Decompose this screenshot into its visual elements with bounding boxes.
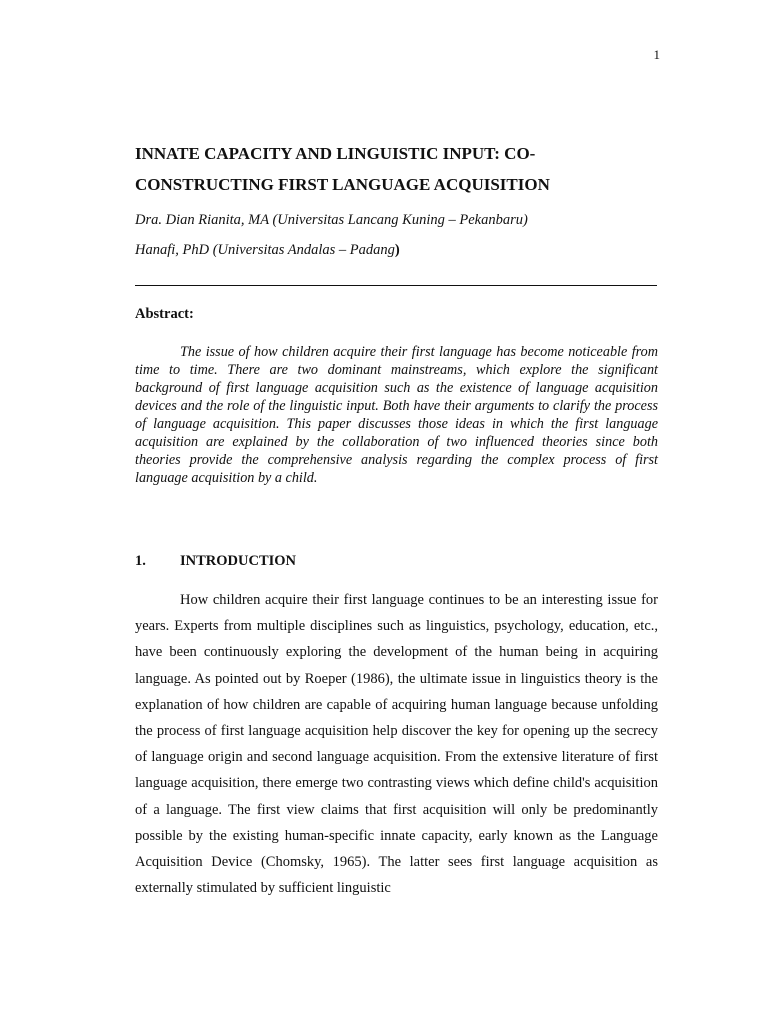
author-affiliation: Dra. Dian Rianita, MA (Universitas Lancang Kuning – Pekanbaru): [135, 212, 528, 228]
author-affiliation: Hanafi, PhD (Universitas Andalas – Padang: [135, 242, 395, 258]
author-affiliation-tail: ): [394, 242, 400, 258]
section-heading: [135, 553, 296, 570]
horizontal-rule: [135, 285, 657, 286]
section-title: INTRODUCTION: [180, 553, 297, 569]
abstract-body: The issue of how children acquire their first language has become noticeable from time to time. There are two dominant mainstreams, which explore the significant background of first language acquisition such as the existence of language acquisition devices and the role of the linguistic input. Both have their arguments to clarify the process of language acquisition. This paper discusses those ideas in which the first language acquisition are explained by the collaboration of two influenced theories since both theories provide the comprehensive analysis regarding the complex process of first language acquisition by a child.: [135, 344, 658, 486]
section-number: 1.: [135, 553, 146, 569]
abstract-heading: Abstract:: [135, 306, 194, 322]
author-line: [135, 212, 528, 229]
section-body: How children acquire their first language continues to be an interesting issue for years. Experts from multiple disciplines such as linguistics, psychology, education, etc., have been continuously exploring the development of the human being in acquiring language. As pointed out by Roeper (1986), the ultimate issue in linguistics theory is the explanation of how children are capable of acquiring human language because unfolding the process of first language acquisition help discover the key for opening up the secrecy of language origin and second language acquisition. From the extensive literature of first language acquisition, there emerge two contrasting views which define child's acquisition of a language. The first view claims that first acquisition will only be predominantly possible by the existing human-specific innate capacity, early known as the Language Acquisition Device (Chomsky, 1965). The latter sees first language acquisition as externally stimulated by sufficient linguistic: [135, 592, 658, 897]
page-number: 1: [653, 47, 660, 62]
author-line: [135, 242, 400, 259]
paper-title: INNATE CAPACITY AND LINGUISTIC INPUT: CO-CONSTRUCTING FIRST LANGUAGE ACQUISITION: [135, 144, 550, 194]
